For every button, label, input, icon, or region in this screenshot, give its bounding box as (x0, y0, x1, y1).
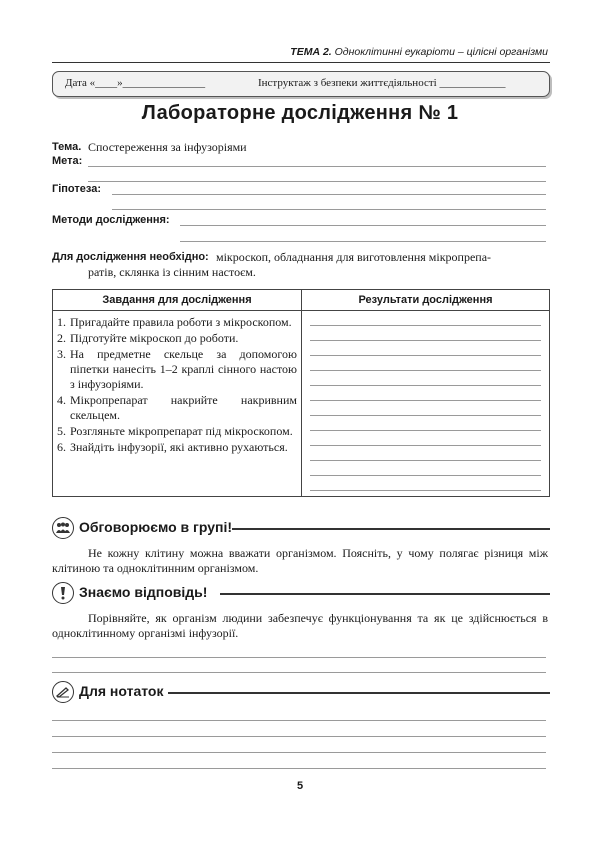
notes-write-line[interactable] (52, 720, 546, 721)
hypothesis-label: Гіпотеза: (52, 183, 101, 195)
page-number: 5 (296, 780, 304, 792)
list-item: 2. Підготуйте мікроскоп до роботи. (57, 331, 239, 345)
theme-text: Одноклітинні еукаріоти – цілісні організми (334, 46, 548, 58)
exclamation-icon (52, 582, 74, 604)
know-rule (220, 593, 550, 595)
discuss-section-head (52, 517, 550, 539)
research-table (52, 289, 550, 497)
date-field[interactable]: Дата «____»_______________ (65, 77, 206, 89)
hypothesis-write-line[interactable] (112, 209, 546, 210)
table-header-tasks: Завдання для дослідження (53, 290, 302, 311)
needed-value-line2: ратів, склянка із сінним настоєм. (88, 265, 256, 279)
know-section-head (52, 582, 550, 604)
list-item: 1. Пригадайте правила роботи з мікроскопом. (57, 315, 292, 329)
notes-section-head (52, 681, 550, 703)
notes-rule (168, 692, 550, 694)
steps-list (57, 315, 297, 455)
list-item: 5. Розгляньте мікропрепарат під мікроскопом. (57, 424, 293, 438)
tasks-cell (53, 311, 302, 497)
page-title: Лабораторне дослідження № 1 (141, 102, 459, 124)
notes-title: Для нотаток (79, 683, 164, 699)
notes-write-line[interactable] (52, 736, 546, 737)
know-text: Порівняйте, як організм людини забезпечує функціонування та як це здійснюється в одноклітинному організмі інфузорії. (52, 611, 548, 640)
discuss-rule (232, 528, 550, 530)
briefing-field[interactable]: Інструктаж з безпеки життєдіяльності ____________ (258, 77, 506, 89)
results-write-lines[interactable] (302, 311, 549, 496)
running-header (290, 46, 548, 58)
goal-write-line[interactable] (88, 166, 546, 167)
notes-write-line[interactable] (52, 768, 546, 769)
answer-write-line[interactable] (52, 672, 546, 673)
list-item: 4. Мікропрепарат накрийте накривним скельцем. (57, 393, 297, 422)
discuss-title: Обговорюємо в групі! (79, 519, 233, 535)
results-cell[interactable] (302, 311, 550, 497)
table-header-results: Результати дослідження (302, 290, 550, 311)
needed-label: Для дослідження необхідно: (52, 251, 209, 263)
goal-write-line[interactable] (88, 181, 546, 182)
notes-write-line[interactable] (52, 752, 546, 753)
methods-write-line[interactable] (180, 241, 546, 242)
goal-label: Мета: (52, 155, 83, 167)
hypothesis-write-line[interactable] (112, 194, 546, 195)
topic-value: Спостереження за інфузоріями (88, 140, 247, 154)
methods-write-line[interactable] (180, 225, 546, 226)
list-item: 6. Знайдіть інфузорії, які активно рухаються. (57, 440, 288, 454)
writing-hand-icon (52, 681, 74, 703)
header-divider (52, 62, 550, 63)
group-people-icon (52, 517, 74, 539)
methods-label: Методи дослідження: (52, 214, 170, 226)
discuss-text: Не кожну клітину можна вважати організмом. Поясніть, у чому полягає різниця між клітиною та одноклітинним організмом. (52, 546, 548, 575)
date-briefing-box (52, 71, 550, 97)
needed-value-line1: мікроскоп, обладнання для виготовлення мікропрепа- (216, 250, 492, 264)
know-title: Знаємо відповідь! (79, 584, 208, 600)
theme-label: ТЕМА 2. (290, 46, 332, 58)
list-item: 3. На предметне скельце за допомогою піпетки нанесіть 1–2 краплі сінного настою з інфузоріями. (57, 347, 297, 391)
topic-label: Тема. (52, 141, 82, 153)
answer-write-line[interactable] (52, 657, 546, 658)
